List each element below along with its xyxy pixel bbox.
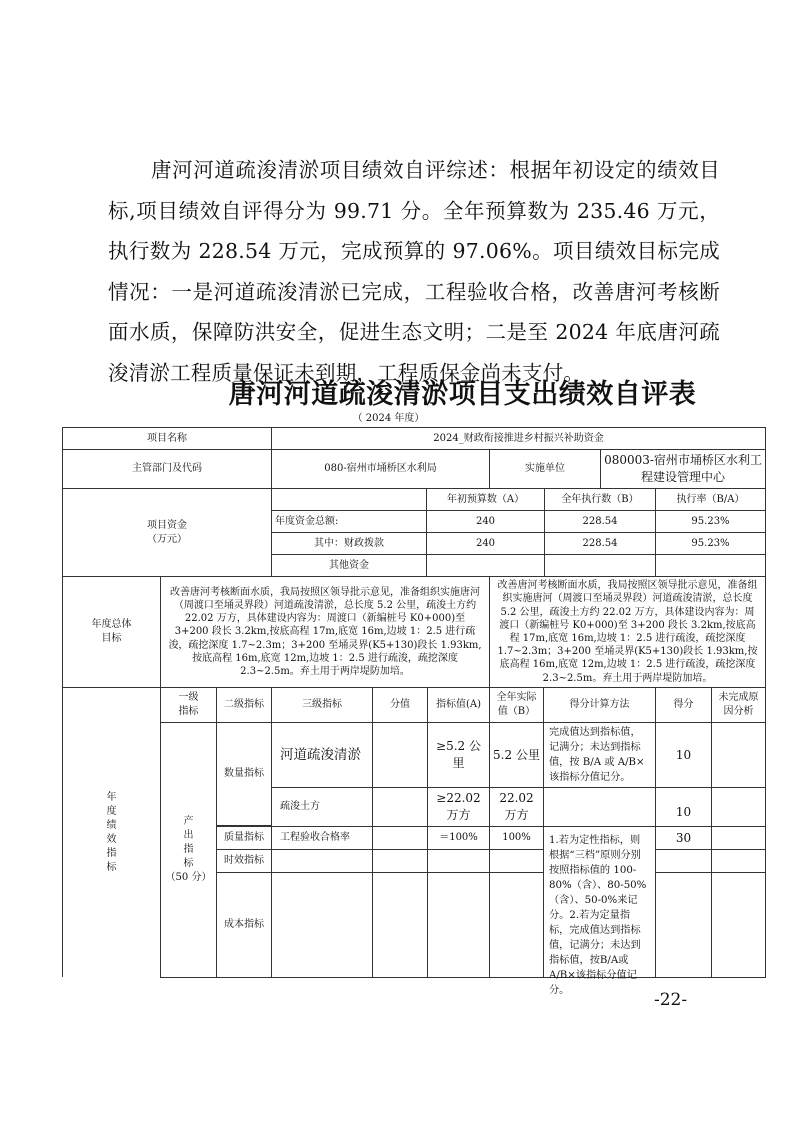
funds-row-fiscal-a: 240 [426, 532, 545, 555]
header-actual [489, 687, 544, 723]
section-char: 指 [106, 847, 117, 859]
funds-label-line2: （万元） [147, 533, 187, 545]
header-reason-line2: 因分析 [723, 706, 754, 717]
funds-header-a: 年初预算数（A） [426, 488, 545, 511]
reason-dredging [711, 722, 766, 788]
funds-header-b: 全年执行数（B） [544, 488, 656, 511]
level1-output [160, 722, 217, 978]
goal-label [62, 576, 161, 688]
dept-label: 主管部门及代码 [62, 449, 272, 489]
target-earthwork: ≥22.02 万方 [427, 787, 490, 827]
header-level1 [160, 687, 217, 723]
level3-acceptance: 工程验收合格率 [271, 826, 373, 850]
weight-acceptance [372, 826, 428, 850]
header-target: 指标值(A) [427, 687, 490, 723]
funds-row-fiscal-name: 其中：财政拨款 [271, 532, 427, 555]
goal-label-line2: 目标 [101, 633, 122, 644]
weight-cost [372, 872, 428, 978]
reason-timeliness [711, 849, 766, 873]
funds-row-other-a [426, 554, 545, 577]
impl-value: 080003-宿州市埇桥区水利工程建设管理中心 [600, 449, 766, 489]
impl-label: 实施单位 [489, 449, 601, 489]
goal-actual: 改善唐河考核断面水质，我局按照区领导批示意见，准备组织实施唐河（周渡口至埇灵界段）河道疏浚清淤，总长度 5.2 公里，疏浚土方约 22.02 万方，具体建设内容为：周渡口（新编桩号 K0+000)至 3+200 段长 3.2km,按底高程 17m,底宽 16m,边坡 1：2.5 进行疏浚，疏挖深度 1.7~2.3m；3+200 至埇灵界(K5+130)段长 1.93km,按底高程 16m,底宽 12m,边坡 1：2.5 进行疏浚，疏挖深度 2.3~2.5m。弃土用于两岸堤防加培。 [489, 576, 766, 688]
reason-acceptance [711, 826, 766, 850]
summary-paragraph [108, 150, 720, 393]
goal-planned: 改善唐河考核断面水质，我局按照区领导批示意见，准备组织实施唐河（周渡口至埇灵界段）河道疏浚清淤，总长度 5.2 公里，疏浚土方约 22.02 万方，具体建设内容为：周渡口（新编桩号 K0+000)至 3+200 段长 3.2km,按底高程 17m,底宽 16m,边坡 1：2.5 进行疏浚，疏挖深度 1.7~2.3m；3+200 至埇灵界(K5+130)段长 1.93km,按底高程 16m,底宽 12m,边坡 1：2.5 进行疏浚，疏挖深度 2.3~2.5m。弃土用于两岸堤防加培。 [160, 576, 490, 688]
funds-row-total-b: 228.54 [544, 510, 656, 533]
level2-quantity: 数量指标 [216, 722, 272, 826]
funds-label [62, 488, 272, 577]
funds-row-other-name: 其他资金 [271, 554, 427, 577]
section-char: 年 [106, 791, 117, 803]
target-timeliness [427, 849, 490, 873]
level2-cost: 成本指标 [216, 872, 272, 978]
header-actual-line2: 值（B） [497, 706, 536, 717]
reason-earthwork [711, 787, 766, 827]
funds-row-fiscal-rate: 95.23% [655, 532, 766, 555]
table-title [0, 372, 793, 411]
level3-dredging: 河道疏浚清淤 [271, 722, 373, 788]
funds-row-total-a: 240 [426, 510, 545, 533]
indicators-section-label [62, 687, 161, 977]
header-score: 得分 [655, 687, 712, 723]
funds-row-total-rate: 95.23% [655, 510, 766, 533]
level2-quality: 质量指标 [216, 826, 272, 850]
weight-dredging [372, 722, 428, 788]
funds-row-fiscal-b: 228.54 [544, 532, 656, 555]
funds-header-rate: 执行率（B/A） [655, 488, 766, 511]
header-actual-line1: 全年实际 [496, 692, 537, 703]
level1-points: （50 分） [165, 872, 212, 883]
level3-timeliness [271, 849, 373, 873]
level1-char: 标 [183, 858, 194, 869]
header-level3: 三级指标 [271, 687, 373, 723]
funds-row-other-b [544, 554, 656, 577]
section-char: 标 [106, 861, 117, 873]
level3-earthwork: 疏浚土方 [271, 787, 373, 827]
dept-value: 080-宿州市埇桥区水利局 [271, 449, 490, 489]
funds-row-total-name: 年度资金总额: [271, 510, 427, 533]
score-timeliness [655, 849, 712, 873]
weight-timeliness [372, 849, 428, 873]
header-reason [711, 687, 766, 723]
reason-cost [711, 872, 766, 978]
level1-char: 出 [183, 830, 194, 841]
actual-cost [489, 872, 544, 978]
header-level2: 二级指标 [216, 687, 272, 723]
header-weight: 分值 [372, 687, 428, 723]
funds-label-line1: 项目资金 [147, 519, 187, 531]
method-quantity: 完成值达到指标值，记满分；未达到指标值，按 B/A 或 A/B×该指标分值记分。 [543, 722, 656, 788]
actual-acceptance: 100% [489, 826, 544, 850]
project-name-label: 项目名称 [62, 427, 272, 450]
section-char: 效 [106, 833, 117, 845]
method-general: 1.若为定性指标，则根据“三档”原则分别按照指标值的 100-80%（含）、80-50%（含）、50-0%来记分。2.若为定量指标，完成值达到指标值，记满分；未达到指标值，按B/A或A/B×该指标分值记分。 [543, 826, 656, 978]
actual-dredging: 5.2 公里 [489, 722, 544, 788]
header-method: 得分计算方法 [543, 687, 656, 723]
score-cost [655, 872, 712, 978]
score-earthwork: 10 [655, 787, 712, 827]
funds-header-blank [271, 488, 427, 511]
header-level1-line2: 指标 [178, 706, 199, 717]
level2-timeliness: 时效指标 [216, 849, 272, 873]
score-dredging: 10 [655, 722, 712, 788]
target-cost [427, 872, 490, 978]
project-name-value: 2024_财政衔接推进乡村振兴补助资金 [271, 427, 766, 450]
header-level1-line1: 一级 [178, 692, 199, 703]
year-line-text: （ 2024 年度） [352, 413, 425, 424]
funds-row-other-rate [655, 554, 766, 577]
score-acceptance: 30 [655, 826, 712, 850]
method-earthwork [543, 787, 656, 827]
page-number: -22- [654, 990, 688, 1010]
level1-char: 指 [183, 844, 194, 855]
actual-earthwork: 22.02 万方 [489, 787, 544, 827]
target-acceptance: ＝100% [427, 826, 490, 850]
weight-earthwork [372, 787, 428, 827]
goal-label-line1: 年度总体 [91, 619, 132, 630]
section-char: 度 [106, 805, 117, 817]
summary-text: 唐河河道疏浚清淤项目绩效自评综述：根据年初设定的绩效目标,项目绩效自评得分为 99.71 分。全年预算数为 235.46 万元，执行数为 228.54 万元，完成预算的 97.06%。项目绩效目标完成情况：一是河道疏浚清淤已完成，工程验收合格，改善唐河考核断面水质，保障防洪安全，促进生态文明；二是至 2024 年底唐河疏浚清淤工程质量保证未到期，工程质保金尚未支付。 [108, 158, 720, 385]
actual-timeliness [489, 849, 544, 873]
target-dredging: ≥5.2 公里 [427, 722, 490, 788]
section-char: 绩 [106, 819, 117, 831]
header-reason-line1: 未完成原 [718, 692, 759, 703]
year-line [0, 409, 793, 424]
level1-char: 产 [183, 816, 194, 827]
table-title-text: 唐河河道疏浚清淤项目支出绩效自评表 [228, 379, 697, 410]
level3-cost [271, 872, 373, 978]
